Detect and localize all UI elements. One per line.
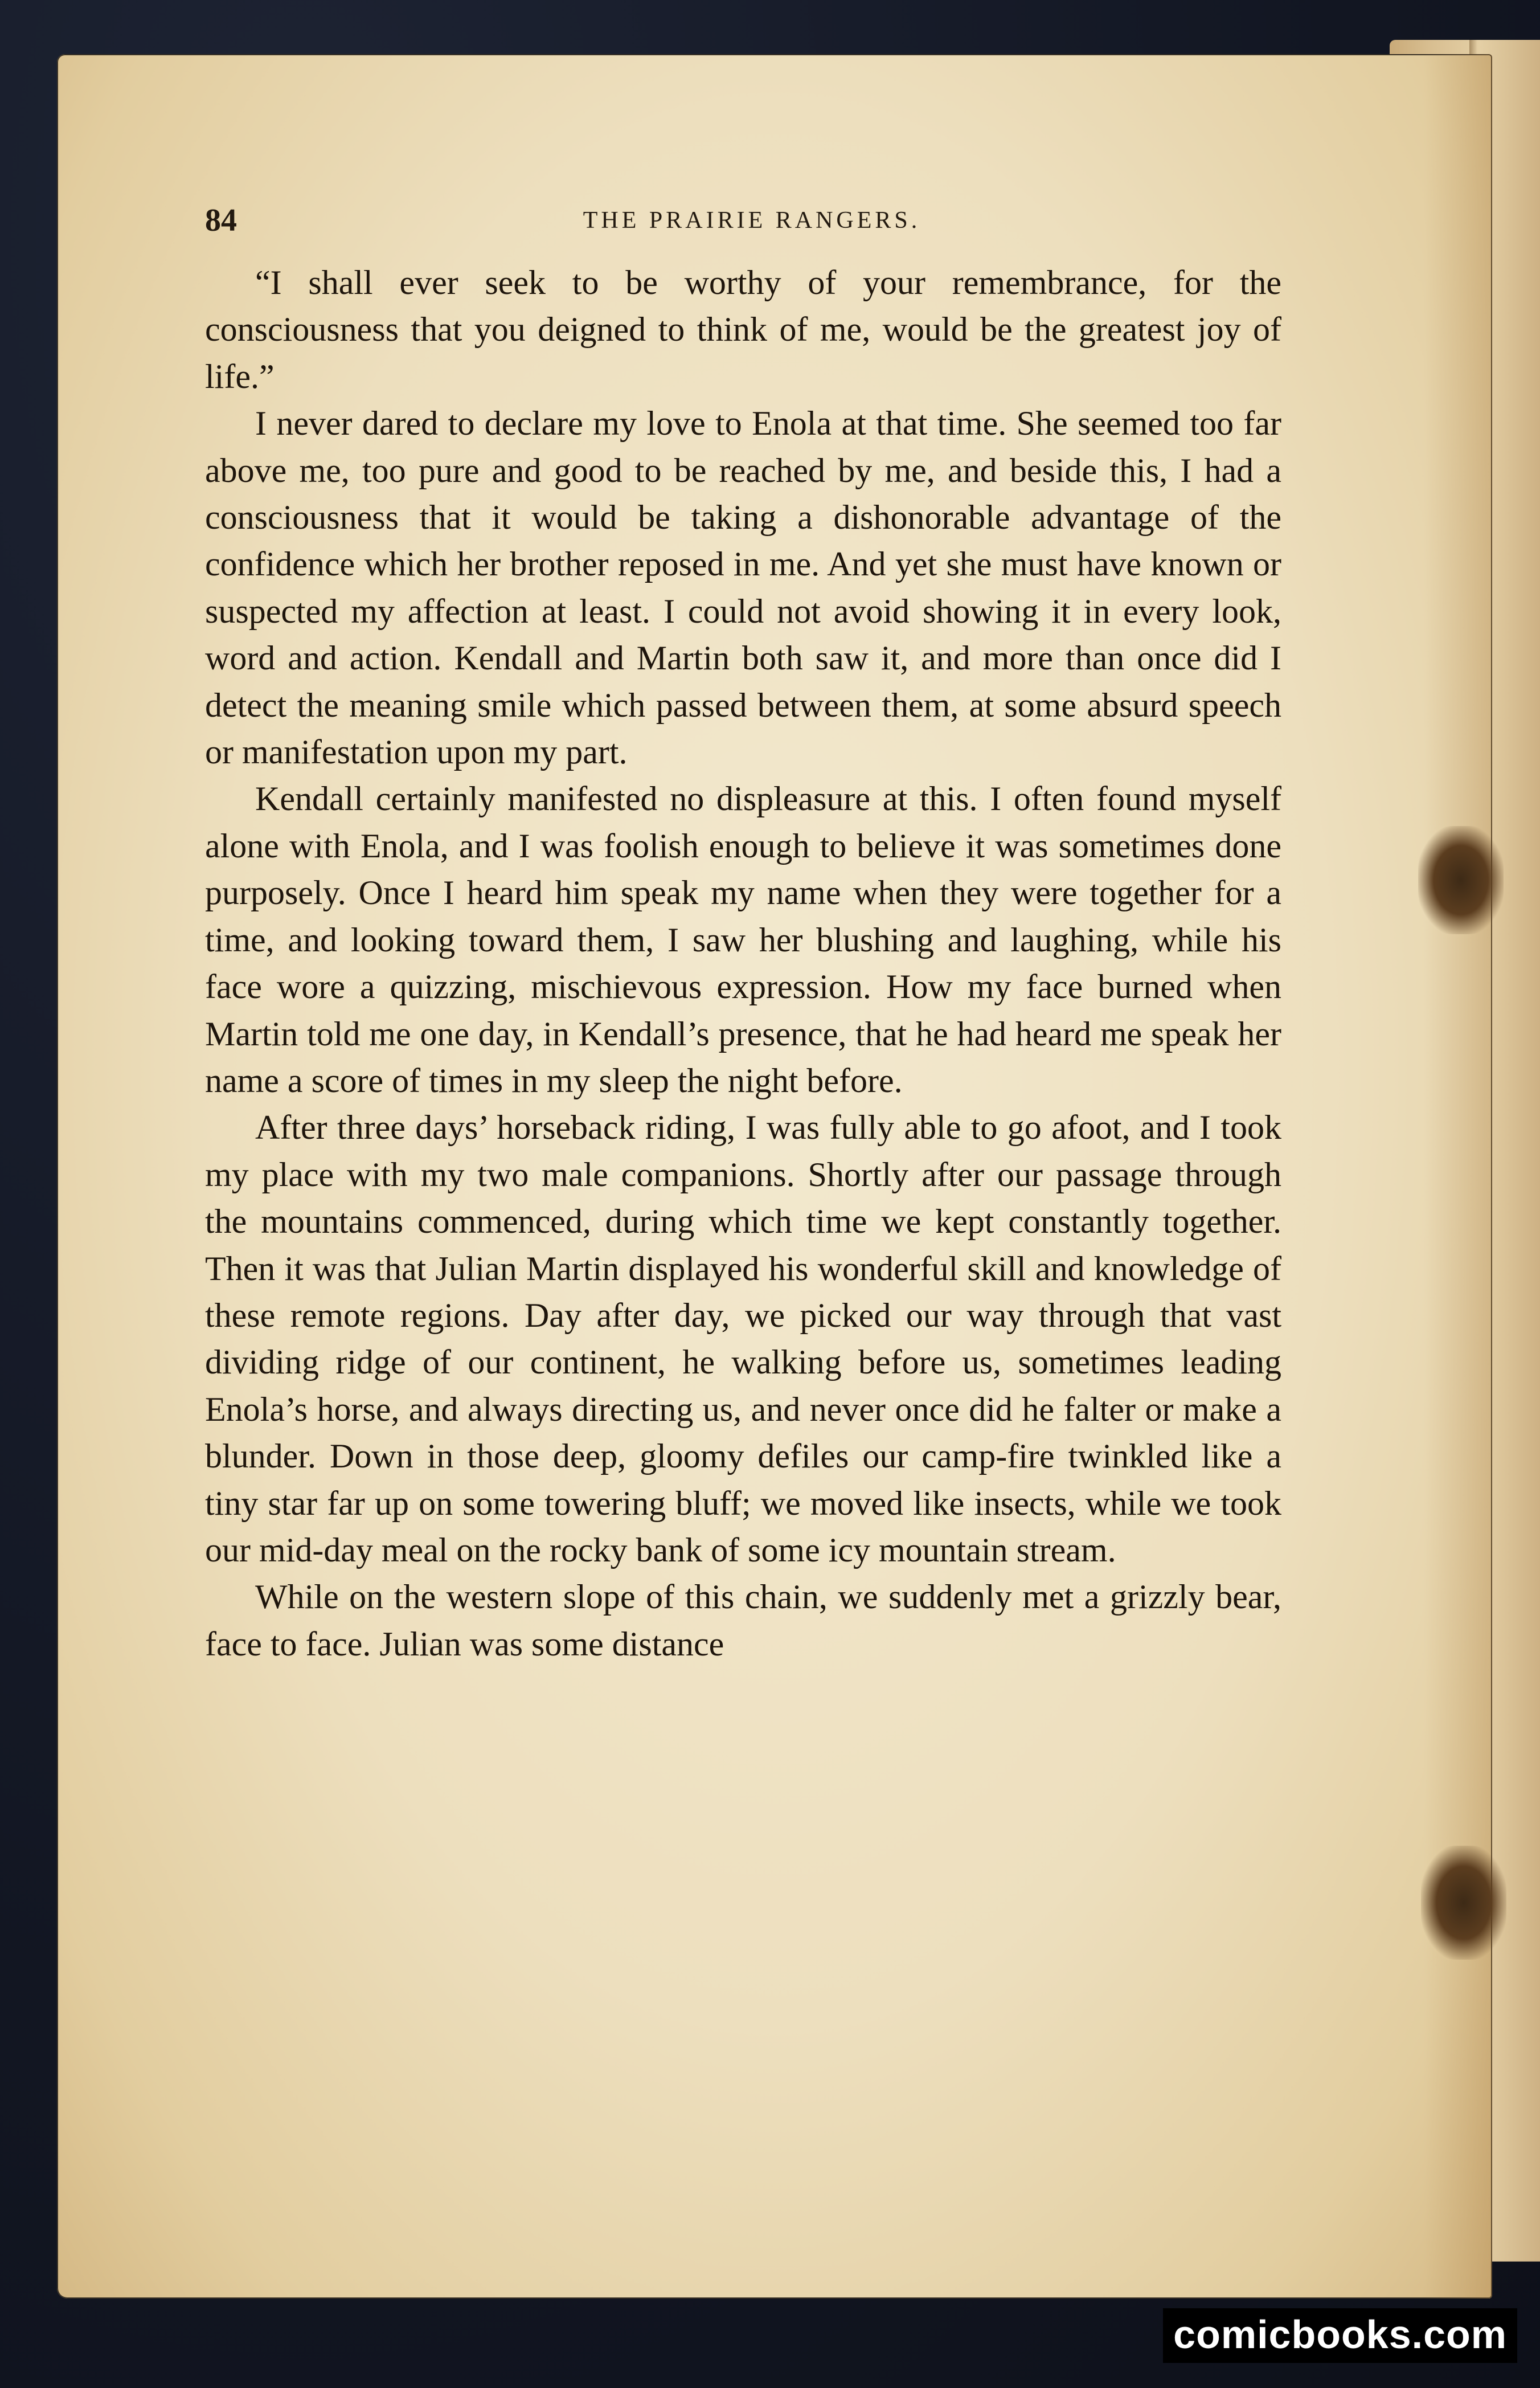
page-number: 84 (205, 203, 237, 238)
binding-damage-mark (1421, 1846, 1506, 1960)
running-title: THE PRAIRIE RANGERS. (583, 207, 921, 234)
running-header (205, 201, 1299, 240)
paragraph: After three days’ horseback riding, I was fully able to go afoot, and I took my place with my two male companions. Shortly after our passage through the mountains commenced, during which time we kept constantly together. Then it was that Julian Martin displayed his wonderful skill and knowledge of these remote regions. Day after day, we picked our way through that vast dividing ridge of our continent, he walking before us, sometimes leading Enola’s horse, and always directing us, and never once did he falter or make a blunder. Down in those deep, gloomy defiles our camp-fire twinkled like a tiny star far up on some towering bluff; we moved like insects, while we took our mid-day meal on the rocky bank of some icy mountain stream. (205, 1109, 1281, 1569)
binding-damage-mark (1418, 826, 1504, 934)
site-watermark: comicbooks.com (1163, 2308, 1517, 2363)
paragraph: I never dared to declare my love to Enola at that time. She seemed too far above me, too pure and good to be reached by me, and beside this, I had a consciousness that it would be taking a dishonorable advantage of the confidence which her brother reposed in me. And yet she must have known or suspected my affection at least. I could not avoid showing it in every look, word and action. Kendall and Martin both saw it, and more than once did I detect the meaning smile which passed between them, at some absurd speech or manifestation upon my part. (205, 404, 1281, 771)
paragraph: Kendall certainly manifested no displeasure at this. I often found myself alone with Enola, and I was foolish enough to believe it was sometimes done purposely. Once I heard him speak my name when they were together for a time, and looking toward them, I saw her blushing and laughing, while his face wore a quizzing, mischievous expression. How my face burned when Martin told me one day, in Kendall’s presence, that he had heard me speak her name a score of times in my sleep the night before. (205, 780, 1281, 1099)
paragraph: “I shall ever seek to be worthy of your remembrance, for the consciousness that you deigned to think of me, would be the greatest joy of life.” (205, 264, 1281, 395)
body-text (205, 259, 1281, 1667)
paragraph: While on the western slope of this chain, we suddenly met a grizzly bear, face to face. Julian was some distance (205, 1578, 1281, 1663)
